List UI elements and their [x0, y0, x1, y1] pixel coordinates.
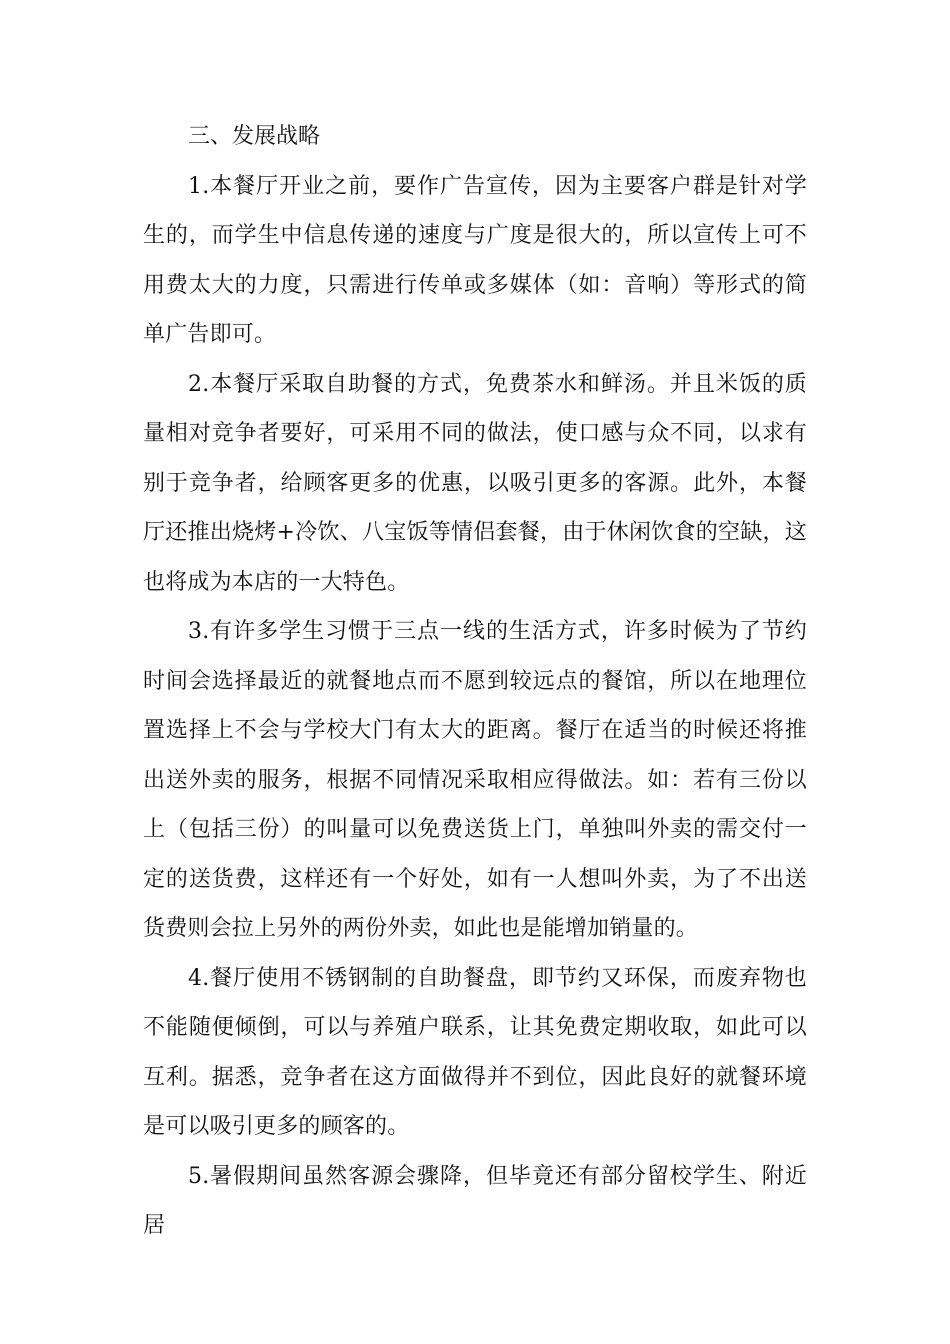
paragraph-2: 2.本餐厅采取自助餐的方式，免费茶水和鲜汤。并且米饭的质量相对竞争者要好，可采用不同的做法，使口感与众不同，以求有别于竞争者，给顾客更多的优惠，以吸引更多的客源。此外，本餐厅还推出烧烤+冷饮、八宝饭等情侣套餐，由于休闲饮食的空缺，这也将成为本店的一大特色。: [143, 371, 807, 595]
paragraph-4: 4.餐厅使用不锈钢制的自助餐盘，即节约又环保，而废弃物也不能随便倾倒，可以与养殖户联系，让其免费定期收取，如此可以互利。据悉，竞争者在这方面做得并不到位，因此良好的就餐环境是可以吸引更多的顾客的。: [143, 965, 807, 1139]
section-title: 三、发展战略: [188, 124, 321, 149]
paragraph-1: 1.本餐厅开业之前，要作广告宣传，因为主要客户群是针对学生的，而学生中信息传递的速度与广度是很大的，所以宣传上可不用费太大的力度，只需进行传单或多媒体（如：音响）等形式的简单广告即可。: [143, 173, 807, 347]
document-page: [143, 112, 807, 1251]
paragraph-3: 3.有许多学生习惯于三点一线的生活方式，许多时候为了节约时间会选择最近的就餐地点而不愿到较远点的餐馆，所以在地理位置选择上不会与学校大门有太大的距离。餐厅在适当的时候还将推出送外卖的服务，根据不同情况采取相应得做法。如：若有三份以上（包括三份）的叫量可以免费送货上门，单独叫外卖的需交付一定的送货费，这样还有一个好处，如有一人想叫外卖，为了不出送货费则会拉上另外的两份外卖，如此也是能增加销量的。: [143, 619, 807, 941]
paragraph-5: 5.暑假期间虽然客源会骤降，但毕竟还有部分留校学生、附近居: [143, 1163, 807, 1238]
